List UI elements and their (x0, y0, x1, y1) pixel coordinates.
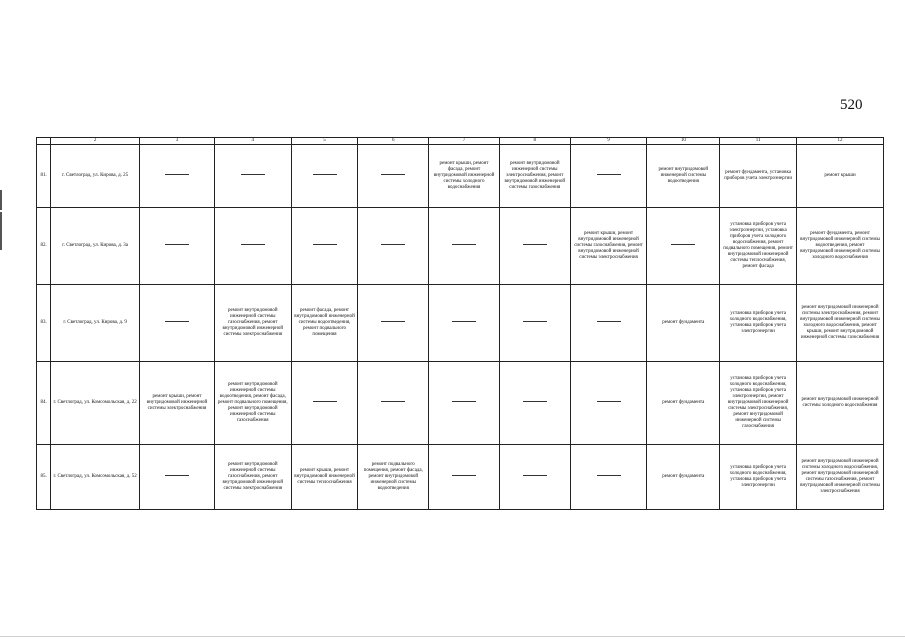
dash-mark (671, 244, 695, 245)
dash-mark (597, 475, 621, 476)
column-number-cell: 9 (570, 138, 647, 145)
work-type-cell: ремонт крыши, ремонт внутридомовой инженерной системы электроснабжения (140, 362, 215, 445)
work-type-cell: ремонт внутридомовой инженерной системы газоснабжения, ремонт внутридомовой инженерной системы электроснабжения (214, 285, 291, 362)
table-body (37, 138, 884, 510)
empty-cell (214, 145, 291, 208)
binding-mark (0, 190, 2, 210)
dash-mark (381, 401, 405, 402)
work-type-cell: ремонт крыши (797, 145, 884, 208)
dash-mark (452, 244, 476, 245)
column-number-cell: 2 (51, 138, 140, 145)
dash-mark (452, 321, 476, 322)
dash-mark (597, 321, 621, 322)
table-row (37, 445, 884, 510)
row-number-cell: 85. (37, 445, 51, 510)
dash-mark (165, 321, 189, 322)
work-type-cell: ремонт внутридомовой инженерной системы холодного водоснабжения, ремонт внутридомовой инженерной системы газоснабжения, ремонт внутридомовой инженерной системы электроснабжения (797, 445, 884, 510)
row-number-cell: 81. (37, 145, 51, 208)
empty-cell (358, 145, 429, 208)
column-number-cell: 12 (797, 138, 884, 145)
empty-cell (358, 285, 429, 362)
empty-cell (291, 362, 358, 445)
dash-mark (381, 321, 405, 322)
empty-cell (570, 285, 647, 362)
dash-mark (381, 244, 405, 245)
work-type-cell: ремонт крыши, ремонт фасада, ремонт внутридомовой инженерной системы холодного водоснабжения (429, 145, 500, 208)
work-type-cell: ремонт внутридомовой инженерной системы водоотведения, ремонт фасада, ремонт подвального помещения, ремонт внутридомовой инженерной системы газоснабжения (214, 362, 291, 445)
empty-cell (570, 445, 647, 510)
work-type-cell: установка приборов учета холодного водоснабжения, установка приборов учета электроэнергии, ремонт внутридомовой инженерной системы электроснабжения, ремонт внутридомовой инженерной системы газоснабжения (720, 362, 797, 445)
column-number-cell: 10 (647, 138, 720, 145)
repair-schedule-table (36, 137, 884, 510)
table-row (37, 362, 884, 445)
address-cell: г. Светлоград, ул. Комсомольская, д. 52 (51, 445, 140, 510)
dash-mark (452, 475, 476, 476)
empty-cell (429, 362, 500, 445)
binding-mark (0, 212, 2, 250)
empty-cell (429, 445, 500, 510)
empty-cell (291, 145, 358, 208)
work-type-cell: установка приборов учета холодного водоснабжения, установка приборов учета электроэнергии (720, 285, 797, 362)
dash-mark (241, 244, 265, 245)
column-number-cell: 8 (499, 138, 570, 145)
empty-cell (291, 208, 358, 285)
dash-mark (597, 174, 621, 175)
dash-mark (313, 244, 337, 245)
dash-mark (597, 401, 621, 402)
dash-mark (523, 244, 547, 245)
column-number-cell: 3 (140, 138, 215, 145)
column-number-cell: 7 (429, 138, 500, 145)
empty-cell (358, 208, 429, 285)
dash-mark (523, 475, 547, 476)
empty-cell (429, 285, 500, 362)
empty-cell (358, 362, 429, 445)
row-number-cell: 84. (37, 362, 51, 445)
work-type-cell: ремонт фундамента, установка приборов учета электроэнергии (720, 145, 797, 208)
empty-cell (140, 445, 215, 510)
column-number-cell (37, 138, 51, 145)
page-number: 520 (840, 97, 863, 113)
column-number-cell: 5 (291, 138, 358, 145)
empty-cell (214, 208, 291, 285)
empty-cell (429, 208, 500, 285)
dash-mark (165, 244, 189, 245)
work-type-cell: ремонт подвального помещения, ремонт фасада, ремонт внутридомовой инженерной системы водоотведения (358, 445, 429, 510)
column-number-cell: 6 (358, 138, 429, 145)
address-cell: г. Светлоград, ул. Кирова, д. 9 (51, 285, 140, 362)
row-number-cell: 83. (37, 285, 51, 362)
row-number-cell: 82. (37, 208, 51, 285)
work-type-cell: установка приборов учета холодного водоснабжения, установка приборов учета электроэнергии (720, 445, 797, 510)
empty-cell (499, 208, 570, 285)
column-number-row (37, 138, 884, 145)
dash-mark (452, 401, 476, 402)
empty-cell (140, 208, 215, 285)
address-cell: г. Светлоград, ул. Кирова, д. 3а (51, 208, 140, 285)
empty-cell (499, 445, 570, 510)
table-row (37, 208, 884, 285)
dash-mark (241, 174, 265, 175)
dash-mark (313, 174, 337, 175)
work-type-cell: ремонт внутридомовой инженерной системы водоотведения (647, 145, 720, 208)
dash-mark (165, 174, 189, 175)
empty-cell (647, 208, 720, 285)
work-type-cell: ремонт внутридомовой инженерной системы газоснабжения, ремонт внутридомовой инженерной системы электроснабжения (214, 445, 291, 510)
page-edge-rule (0, 636, 905, 637)
dash-mark (523, 401, 547, 402)
work-type-cell: установка приборов учета электроэнергии, установка приборов учета холодного водоснабжения, ремонт подвального помещения, ремонт внутридомовой инженерной системы теплоснабжения, ремонт фасада (720, 208, 797, 285)
empty-cell (140, 285, 215, 362)
table-row (37, 285, 884, 362)
work-type-cell: ремонт внутридомовой инженерной системы электроснабжения, ремонт внутридомовой инженерной системы холодного водоснабжения, ремонт крыши, ремонт внутридомовой инженерной системы газоснабжения (797, 285, 884, 362)
empty-cell (570, 362, 647, 445)
address-cell: г. Светлоград, ул. Комсомольская, д. 22 (51, 362, 140, 445)
dash-mark (313, 401, 337, 402)
work-type-cell: ремонт фундамента, ремонт внутридомовой инженерной системы водоотведения, ремонт внутридомовой инженерной системы холодного водоснабжения (797, 208, 884, 285)
work-type-cell: ремонт внутридомовой инженерной системы холодного водоснабжения (797, 362, 884, 445)
work-type-cell: ремонт крыши, ремонт внутридомовой инженерной системы газоснабжения, ремонт внутридомовой инженерной системы электроснабжения (570, 208, 647, 285)
dash-mark (381, 174, 405, 175)
empty-cell (570, 145, 647, 208)
column-number-cell: 11 (720, 138, 797, 145)
table-row (37, 145, 884, 208)
empty-cell (140, 145, 215, 208)
work-type-cell: ремонт фундамента (647, 445, 720, 510)
address-cell: г. Светлоград, ул. Кирова, д. 25 (51, 145, 140, 208)
work-type-cell: ремонт фундамента (647, 285, 720, 362)
work-type-cell: ремонт фундамента (647, 362, 720, 445)
empty-cell (499, 285, 570, 362)
dash-mark (523, 321, 547, 322)
work-type-cell: ремонт фасада, ремонт внутридомовой инженерной системы водоотведения, ремонт подвального помещения (291, 285, 358, 362)
work-type-cell: ремонт крыши, ремонт внутридомовой инженерной системы теплоснабжения (291, 445, 358, 510)
empty-cell (499, 362, 570, 445)
column-number-cell: 4 (214, 138, 291, 145)
dash-mark (165, 475, 189, 476)
work-type-cell: ремонт внутридомовой инженерной системы электроснабжения, ремонт внутридомовой инженерной системы газоснабжения (499, 145, 570, 208)
